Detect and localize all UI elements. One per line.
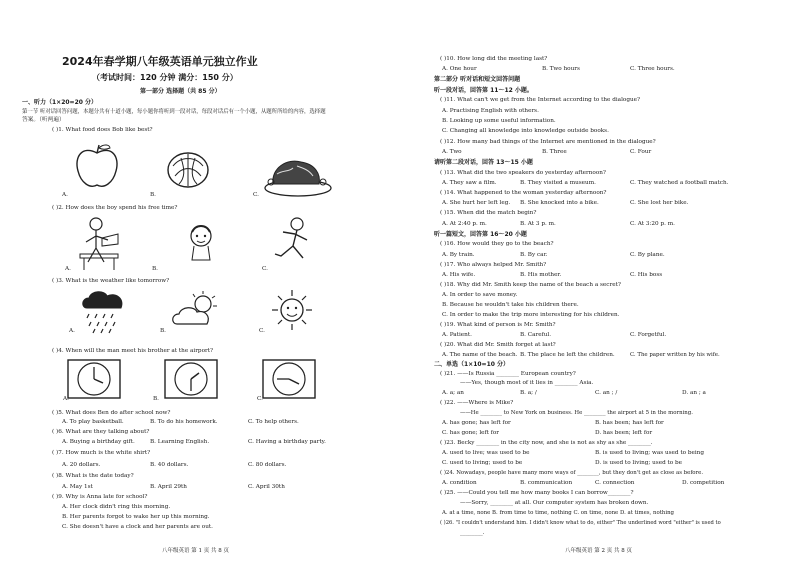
clock-image-b (163, 358, 219, 400)
q22-stem: ( )22. ——Where is Mike? (440, 400, 514, 406)
q9-option-b: B. Her parents forgot to wake her up this morning. (62, 514, 210, 520)
q17-option-b: B. His mother. (520, 272, 562, 278)
q4-option-a-label: A. (63, 396, 69, 402)
q12-option-a: A. Two (442, 149, 462, 155)
section-grammar-heading: 二、单选（1×10=10 分） (434, 361, 510, 368)
q20-stem: ( )20. What did Mr. Smith forget at last? (440, 342, 556, 348)
exam-subtitle: （考试时间：120 分钟 满分：150 分） (92, 73, 238, 82)
page-footer-right: 八年级英语 第 2 页 共 8 页 (565, 548, 632, 554)
q16-stem: ( )16. How would they go to the beach? (440, 241, 554, 247)
q5-stem: ( )5. What does Ben do after school now? (52, 410, 171, 416)
section-listening-desc: 第一节 听对话回答问题，本题分共有十道小题，每小题你将听到一段对话，每段对话后有一个小题，从题所所给的内容，选择题 (22, 109, 326, 115)
section-two-heading: 第二部分 听对话和短文回答问题 (434, 76, 521, 83)
q24-option-b: B. communication (520, 480, 573, 486)
q3-option-c-label: C. (259, 328, 265, 334)
q18-option-b: B. Because he wouldn't take his children there. (442, 302, 579, 308)
q6-stem: ( )6. What are they talking about? (52, 429, 150, 435)
q21-option-b: B. a; / (520, 390, 537, 396)
q25-line2: ——Sorry, ________ at all. Our computer system has broken down. (460, 500, 649, 506)
q26-line2: ________. (460, 530, 485, 536)
q4-option-c-label: C. (257, 396, 263, 402)
q14-option-a: A. She hurt her left leg. (442, 200, 511, 206)
q14-option-c: C. She lost her bike. (630, 200, 689, 206)
exam-title: 2024年春学期八年级英语单元独立作业 (62, 55, 258, 68)
q8-stem: ( )8. What is the date today? (52, 473, 134, 479)
sun-cloud-icon (171, 290, 223, 330)
q2-option-c-label: C. (262, 266, 268, 272)
q1-option-b-label: B. (150, 192, 156, 198)
q14-stem: ( )14. What happened to the woman yesterday afternoon? (440, 190, 607, 196)
q23-option-a: A. used to live; was used to be (442, 450, 530, 456)
q24-stem: ( )24. Nowadays, people have many more ways of ________, but they don't get as close as before. (440, 470, 704, 476)
q9-option-a: A. Her clock didn't ring this morning. (62, 504, 171, 510)
q13-option-b: B. They visited a museum. (520, 180, 596, 186)
q19-stem: ( )19. What kind of person is Mr. Smith? (440, 322, 556, 328)
q2-option-a-label: A. (65, 266, 71, 272)
q16-option-b: B. By car. (520, 252, 548, 258)
q18-option-c: C. In order to make the trip more interesting for his children. (442, 312, 620, 318)
q18-option-a: A. In order to save money. (442, 292, 518, 298)
section-listening-desc-2: 答案。（听两遍） (22, 117, 65, 123)
q16-option-a: A. By train. (442, 252, 475, 258)
clock-image-c (261, 358, 317, 400)
q6-option-b: B. Learning English. (150, 439, 210, 445)
q9-option-c: C. She doesn't have a clock and her parents are out. (62, 524, 213, 530)
q19-option-b: B. Careful. (520, 332, 552, 338)
q13-option-a: A. They saw a film. (442, 180, 497, 186)
q21-stem: ( )21. ——Is Russia ________ European country? (440, 371, 576, 377)
q14-option-b: B. She knocked into a bike. (520, 200, 599, 206)
q16-option-c: C. By plane. (630, 252, 665, 258)
q19-option-c: C. Forgetful. (630, 332, 667, 338)
boy-reading-image (74, 214, 122, 272)
q19-option-a: A. Patient. (442, 332, 472, 338)
sun-icon (270, 288, 314, 332)
q6-option-c: C. Having a birthday party. (248, 439, 326, 445)
q8-option-b: B. April 29th (150, 484, 187, 490)
q4-stem: ( )4. When will the man meet his brother at the airport? (52, 348, 214, 354)
part-one-heading: 第一部分 选择题（共 85 分） (140, 88, 221, 95)
q8-option-a: A. May 1st (62, 484, 93, 490)
section-two-sub3: 听一篇短文，回答第 16～20 小题 (434, 231, 527, 238)
q21-option-a: A. a; an (442, 390, 464, 396)
q23-stem: ( )23. Becky ________ in the city now, and she is not as shy as she ________. (440, 440, 653, 446)
clock-image-a (66, 358, 122, 400)
q22-option-b: B. has been; has left for (595, 420, 664, 426)
q17-option-c: C. His boss (630, 272, 663, 278)
q18-stem: ( )18. Why did Mr. Smith keep the name of the beach a secret? (440, 282, 621, 288)
q12-option-c: C. Four (630, 149, 652, 155)
q10-option-b: B. Two hours (542, 66, 580, 72)
q21-option-c: C. an ; / (595, 390, 618, 396)
q22-line2: ——He ________ to New York on business. He ________ the airport at 5 in the morning. (460, 410, 693, 416)
q10-stem: ( )10. How long did the meeting last? (440, 56, 548, 62)
q15-option-a: A. At 2:40 p. m. (442, 221, 487, 227)
q10-option-a: A. One hour (442, 66, 477, 72)
q3-option-b-label: B. (160, 328, 166, 334)
q15-option-c: C. At 3:20 p. m. (630, 221, 675, 227)
q11-stem: ( )11. What can't we get from the Internet according to the dialogue? (440, 97, 641, 103)
q21-option-d: D. an ; a (682, 390, 706, 396)
q15-option-b: B. At 3 p. m. (520, 221, 556, 227)
q24-option-c: C. connection (595, 480, 635, 486)
q12-option-b: B. Three (542, 149, 567, 155)
q17-stem: ( )17. Who always helped Mr. Smith? (440, 262, 547, 268)
apple-image (72, 143, 122, 191)
q22-option-a: A. has gone; has left for (442, 420, 511, 426)
q11-option-a: A. Practising English with others. (442, 108, 539, 114)
q17-option-a: A. His wife. (442, 272, 476, 278)
q1-option-c-label: C. (253, 192, 259, 198)
q20-option-c: C. The paper written by his wife. (630, 352, 720, 358)
q12-stem: ( )12. How many bad things of the Internet are mentioned in the dialogue? (440, 139, 656, 145)
q10-option-c: C. Three hours. (630, 66, 675, 72)
q21-line2: ——Yes, though most of it lies in ________ Asia. (460, 380, 594, 386)
q25-options: A. at a time, none B. from time to time, nothing C. on time, none D. at times, nothing (442, 510, 674, 516)
q4-option-b-label: B. (153, 396, 159, 402)
page-footer-left: 八年级英语 第 1 页 共 8 页 (162, 548, 229, 554)
boy-listening-image (186, 222, 216, 262)
q1-stem: ( )1. What food does Bob like best? (52, 127, 153, 133)
q11-option-b: B. Looking up some useful information. (442, 118, 556, 124)
q6-option-a: A. Buying a birthday gift. (62, 439, 135, 445)
boy-running-image (271, 216, 315, 266)
section-listening-heading: 一、听力（1×20=20 分） (22, 99, 98, 106)
q2-option-b-label: B. (152, 266, 158, 272)
q23-option-d: D. is used to living; used to be (595, 460, 683, 466)
q22-option-d: D. has been; left for (595, 430, 653, 436)
q23-option-c: C. used to living; used to be (442, 460, 523, 466)
section-two-sub1: 听一段对话，回答第 11～12 小题。 (434, 87, 533, 94)
q5-option-b: B. To do his homework. (150, 419, 218, 425)
q26-stem: ( )26. "I couldn't understand him. I didn't know what to do, either" The underlined word "either" is used to (440, 520, 721, 526)
rain-icon (79, 288, 131, 334)
q8-option-c: C. April 30th (248, 484, 285, 490)
q23-option-b: B. is used to living; was used to being (595, 450, 704, 456)
q15-stem: ( )15. When did the match begin? (440, 210, 537, 216)
q20-option-a: A. The name of the beach. (442, 352, 518, 358)
section-two-sub2: 请听第二段对话，回答 13～15 小题 (434, 159, 533, 166)
q1-option-a-label: A. (62, 192, 68, 198)
q5-option-c: C. To help others. (248, 419, 299, 425)
q13-stem: ( )13. What did the two speakers do yesterday afternoon? (440, 170, 606, 176)
q7-option-b: B. 40 dollars. (150, 462, 189, 468)
q24-option-a: A. condition (442, 480, 477, 486)
q2-stem: ( )2. How does the boy spend his free time? (52, 205, 178, 211)
q20-option-b: B. The place he left the children. (520, 352, 615, 358)
q24-option-d: D. competition (682, 480, 725, 486)
q7-option-a: A. 20 dollars. (62, 462, 101, 468)
q7-option-c: C. 80 dollars. (248, 462, 287, 468)
roast-turkey-image (263, 152, 333, 198)
q9-stem: ( )9. Why is Anna late for school? (52, 494, 148, 500)
q7-stem: ( )7. How much is the white shirt? (52, 450, 151, 456)
q3-option-a-label: A. (69, 328, 75, 334)
q11-option-c: C. Changing all knowledge into knowledge outside books. (442, 128, 609, 134)
q13-option-c: C. They watched a football match. (630, 180, 729, 186)
q22-option-c: C. has gone; left for (442, 430, 499, 436)
right-page (420, 0, 794, 562)
q25-stem: ( )25. ——Could you tell me how many books I can borrow________? (440, 490, 634, 496)
q3-stem: ( )3. What is the weather like tomorrow? (52, 278, 170, 284)
cabbage-image (163, 148, 213, 192)
q5-option-a: A. To play basketball. (62, 419, 124, 425)
